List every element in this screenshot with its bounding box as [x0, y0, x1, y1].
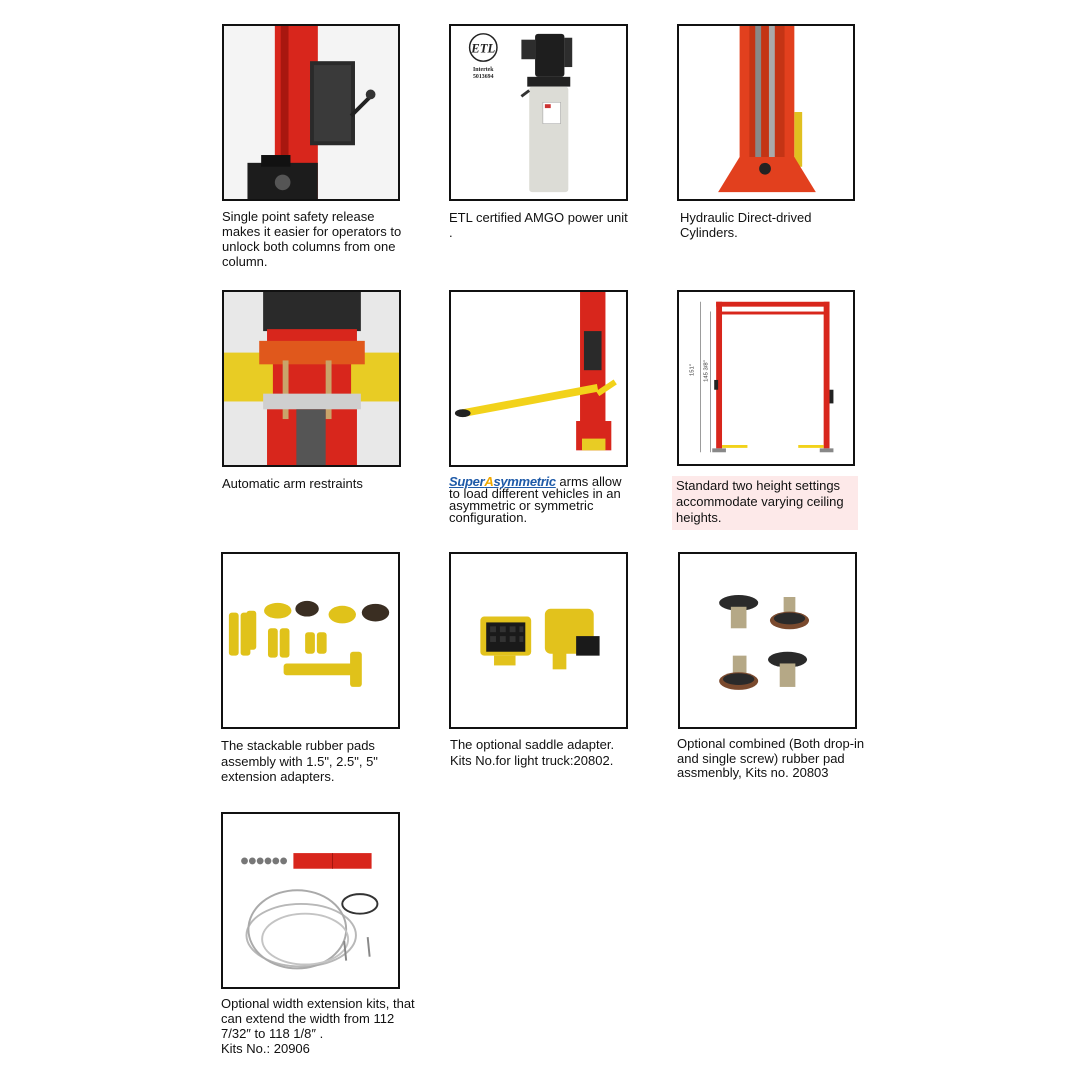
caption-combined-pads: Optional combined (Both drop-in and single screw) rubber pad assmenbly, Kits no. 20803 — [677, 736, 865, 780]
caption-width-extension: Optional width extension kits, that can extend the width from 112 7/32″ to 118 1/8″ . Kits No.: 20906 — [221, 996, 415, 1056]
caption-hydraulic-cylinders: Hydraulic Direct-drived Cylinders. — [680, 210, 812, 240]
caption-asymmetric-arms: SuperAsymmetric arms allow to load different vehicles in an asymmetric or symmetric configuration. — [449, 474, 622, 525]
caption-power-unit: ETL certified AMGO power unit . — [449, 210, 628, 240]
superasymmetric-logo: SuperAsymmetric — [449, 474, 556, 489]
combined-pads-photo — [678, 552, 857, 729]
caption-height-settings: Standard two height settings accommodate varying ceiling heights. — [672, 476, 858, 530]
dim-outer-label: 151" — [689, 364, 696, 377]
etl-mark: ETL — [471, 41, 496, 56]
asymmetric-arms-photo — [449, 290, 628, 467]
saddle-adapter-photo — [449, 552, 628, 729]
caption-rubber-pads: The stackable rubber pads assembly with 1.5", 2.5", 5" extension adapters. — [221, 738, 378, 784]
etl-lab: Intertek — [473, 66, 494, 73]
power-unit-photo — [449, 24, 628, 201]
safety-release-photo — [222, 24, 400, 201]
arm-restraints-photo — [222, 290, 401, 467]
width-extension-kit-photo — [221, 812, 400, 989]
caption-saddle-adapter: The optional saddle adapter. Kits No.for light truck:20802. — [450, 737, 615, 768]
dim-inner-label: 145 3/8" — [703, 360, 710, 382]
caption-safety-release: Single point safety release makes it easier for operators to unlock both columns from one column. — [222, 209, 402, 269]
height-settings-diagram — [677, 290, 855, 466]
caption-arm-restraints: Automatic arm restraints — [222, 476, 363, 491]
rubber-pads-photo — [221, 552, 400, 729]
hydraulic-cylinder-photo — [677, 24, 855, 201]
etl-number: 5013694 — [473, 73, 494, 80]
